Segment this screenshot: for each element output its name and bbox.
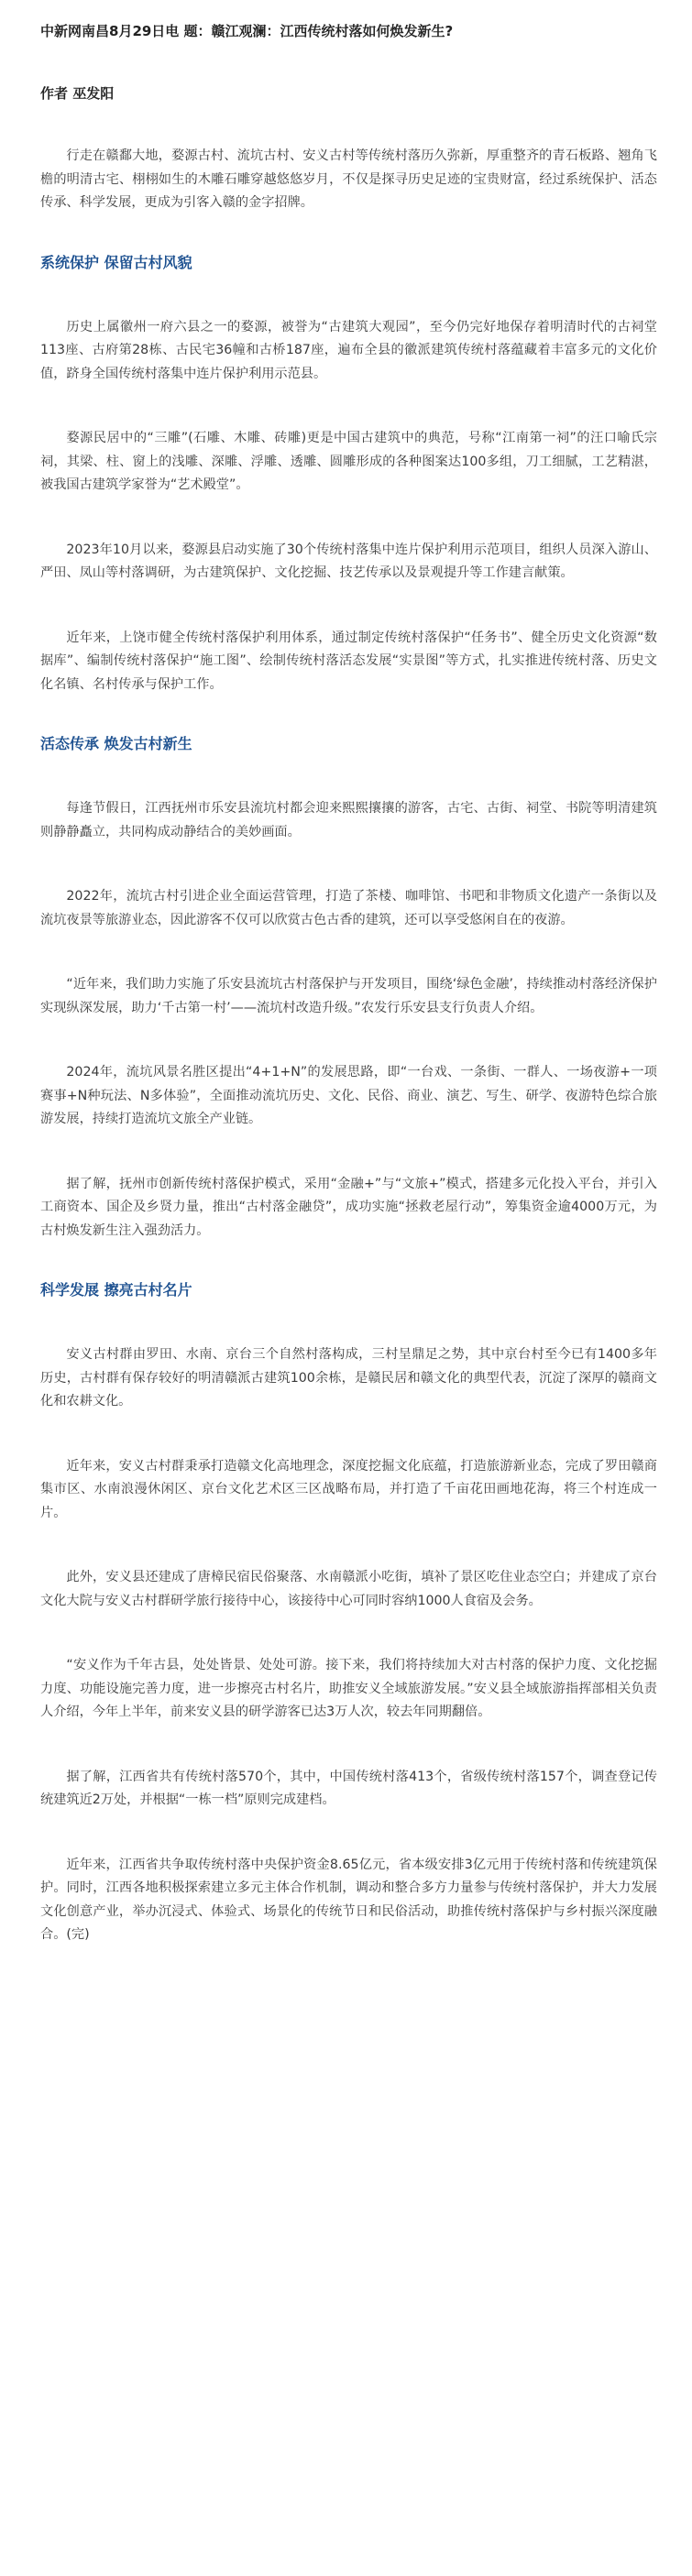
section-heading-protection: 系统保护 保留古村风貌 xyxy=(40,253,192,271)
paragraph: 2024年，流坑风景名胜区提出“4+1+N”的发展思路，即“一台戏、一条街、一群人、一场夜游+一项赛事+N种玩法、N多体验”，全面推动流坑历史、文化、民俗、商业、演艺、写生、研学、夜游特色综合旅游发展，持续打造流坑文旅全产业链。 xyxy=(40,1065,657,1126)
paragraph: 婺源民居中的“三雕”(石雕、木雕、砖雕)更是中国古建筑中的典范，号称“江南第一祠”的汪口喻氏宗祠，其梁、柱、窗上的浅雕、深雕、浮雕、透雕、圆雕形成的各种图案达100多组，刀工细腻，工艺精湛，被我国古建筑学家誉为“艺术殿堂”。 xyxy=(40,431,657,492)
paragraph: 历史上属徽州一府六县之一的婺源，被誉为“古建筑大观园”，至今仍完好地保存着明清时代的古祠堂113座、古府第28栋、古民宅36幢和古桥187座，遍布全县的徽派建筑传统村落蕴藏着丰富多元的文化价值，跻身全国传统村落集中连片保护利用示范县。 xyxy=(40,319,657,381)
paragraph: 据了解，抚州市创新传统村落保护模式，采用“金融+”与“文旅+”模式，搭建多元化投入平台，并引入工商资本、国企及乡贤力量，推出“古村落金融贷”，成功实施“拯救老屋行动”，筹集资金逾4000万元，为古村焕发新生注入强劲活力。 xyxy=(40,1176,657,1238)
section-heading-development: 科学发展 擦亮古村名片 xyxy=(40,1281,192,1299)
paragraph: 每逢节假日，江西抚州市乐安县流坑村都会迎来熙熙攘攘的游客，古宅、古街、祠堂、书院等明清建筑则静静矗立，共同构成动静结合的美妙画面。 xyxy=(40,801,657,839)
article-author: 作者 巫发阳 xyxy=(40,85,115,102)
intro-paragraph: 行走在赣鄱大地，婺源古村、流坑古村、安义古村等传统村落历久弥新，厚重整齐的青石板路、翘角飞檐的明清古宅、栩栩如生的木雕石雕穿越悠悠岁月，不仅是探寻历史足迹的宝贵财富，经过系统保护、活态传承、科学发展，更成为引客入赣的金字招牌。 xyxy=(40,148,657,210)
paragraph: 近年来，江西省共争取传统村落中央保护资金8.65亿元，省本级安排3亿元用于传统村落和传统建筑保护。同时，江西各地积极探索建立多元主体合作机制，调动和整合多方力量参与传统村落保护，并大力发展文化创意产业，举办沉浸式、体验式、场景化的传统节日和民俗活动，助推传统村落保护与乡村振兴深度融合。(完) xyxy=(40,1857,657,1942)
paragraph: 近年来，安义古村群秉承打造赣文化高地理念，深度挖掘文化底蕴，打造旅游新业态，完成了罗田赣商集市区、水南浪漫休闲区、京台文化艺术区三区战略布局，并打造了千亩花田画地花海，将三个村连成一片。 xyxy=(40,1458,657,1520)
paragraph: 近年来，上饶市健全传统村落保护利用体系，通过制定传统村落保护“任务书”、健全历史文化资源“数据库”、编制传统村落保护“施工图”、绘制传统村落活态发展“实景图”等方式，扎实推进传统村落、历史文化名镇、名村传承与保护工作。 xyxy=(40,630,657,692)
paragraph: 2022年，流坑古村引进企业全面运营管理，打造了茶楼、咖啡馆、书吧和非物质文化遗产一条街以及流坑夜景等旅游业态，因此游客不仅可以欣赏古色古香的建筑，还可以享受悠闲自在的夜游。 xyxy=(40,889,657,927)
paragraph: 此外，安义县还建成了唐樟民宿民俗聚落、水南赣派小吃街，填补了景区吃住业态空白；并建成了京台文化大院与安义古村群研学旅行接待中心，该接待中心可同时容纳1000人食宿及会务。 xyxy=(40,1570,657,1608)
section-heading-inheritance: 活态传承 焕发古村新生 xyxy=(40,735,192,752)
paragraph: 2023年10月以来，婺源县启动实施了30个传统村落集中连片保护利用示范项目，组织人员深入游山、严田、凤山等村落调研，为古建筑保护、文化挖掘、技艺传承以及景观提升等工作建言献策。 xyxy=(40,542,657,580)
paragraph: “安义作为千年古县，处处皆景、处处可游。接下来，我们将持续加大对古村落的保护力度、文化挖掘力度、功能设施完善力度，进一步擦亮古村名片，助推安义全域旅游发展。”安义县全域旅游指挥部相关负责人介绍，今年上半年，前来安义县的研学游客已达3万人次，较去年同期翻倍。 xyxy=(40,1658,657,1719)
paragraph: 据了解，江西省共有传统村落570个，其中，中国传统村落413个，省级传统村落157个，调查登记传统建筑近2万处，并根据“一栋一档”原则完成建档。 xyxy=(40,1769,657,1807)
article-dateline: 中新网南昌8月29日电 题：赣江观澜：江西传统村落如何焕发新生? xyxy=(40,23,454,39)
paragraph: 安义古村群由罗田、水南、京台三个自然村落构成，三村呈鼎足之势，其中京台村至今已有1400多年历史，古村群有保存较好的明清赣派古建筑100余栋，是赣民居和赣文化的典型代表，沉淀了深厚的赣商文化和农耕文化。 xyxy=(40,1347,657,1409)
paragraph: “近年来，我们助力实施了乐安县流坑古村落保护与开发项目，围绕‘绿色金融’，持续推动村落经济保护实现纵深发展，助力‘千古第一村’——流坑村改造升级。”农发行乐安县支行负责人介绍。 xyxy=(40,977,657,1015)
